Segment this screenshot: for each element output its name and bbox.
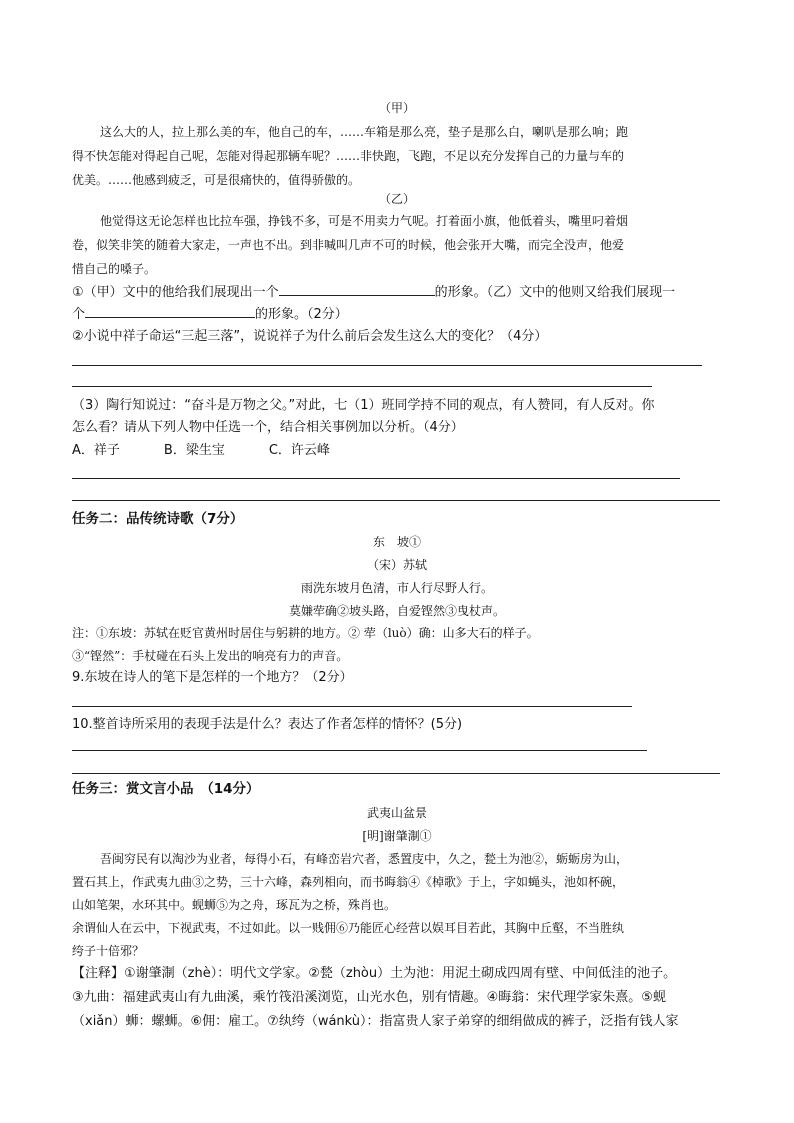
passage-jia-line-1: 这么大的人，拉上那么美的车，他自己的车，……车箱是那么亮，垫子是那么白，喇叭是那么响；跑 [100, 125, 629, 139]
question-3-line-1: （3）陶行知说过：“奋斗是万物之父。”对此，七（1）班同学持不同的观点，有人赞同，有人反对。你 [72, 398, 655, 413]
task-2-title: 任务二：品传统诗歌（7分） [72, 511, 244, 527]
passage-yi-heading: （乙） [378, 192, 415, 206]
passage-jia-heading: （甲） [378, 101, 415, 115]
poem-author: （宋）苏轼 [366, 558, 427, 572]
question-3-options [72, 443, 330, 459]
essay-line-3: 山如笔架，水环其中。蚬蛳⑤为之舟，琢瓦为之桥，殊肖也。 [72, 898, 397, 912]
poem-note-1: 注：①东坡：苏轼在贬官黄州时居住与躬耕的地方。② 荦（luò）确：山多大石的样子。 [72, 626, 539, 640]
task-3-title: 任务三：赏文言小品 （14分） [72, 781, 260, 797]
essay-line-4: 余谓仙人在云中，下视武夷，不过如此。以一贱佣⑥乃能匠心经营以娱耳目若此，其胸中丘壑，不当胜纨 [72, 921, 625, 935]
poem-line-2: 莫嫌荦确②坡头路，自爱铿然③曳杖声。 [288, 604, 505, 618]
poem-title: 东 坡① [372, 535, 421, 549]
answer-line[interactable] [72, 750, 647, 751]
answer-line[interactable] [72, 365, 702, 366]
answer-line[interactable] [72, 706, 632, 707]
answer-line[interactable] [72, 478, 680, 479]
question-2-text: ②小说中祥子命运“三起三落”，说说祥子为什么前后会发生这么大的变化？（4分） [72, 329, 548, 344]
question-1-text-d: 的形象。（2分） [255, 307, 348, 322]
question-1-line-1 [72, 283, 675, 301]
option-c: C．许云峰 [268, 443, 330, 458]
essay-note-3: （xiǎn）蛳：螺蛳。⑥佣：雇工。⑦纨绔（wánkù）：指富贵人家子弟穿的细绢做成的裤子，泛指有钱人家 [72, 1014, 679, 1029]
answer-blank-2[interactable] [85, 305, 255, 318]
passage-jia-line-3: 优美。……他感到疲乏，可是很痛快的，值得骄傲的。 [72, 173, 361, 187]
answer-blank-1[interactable] [279, 283, 435, 296]
question-1-text-c: 个 [72, 307, 86, 322]
option-a: A．祥子 [72, 443, 120, 458]
poem-note-2: ③“铿然”：手杖碰在石头上发出的响亮有力的声音。 [72, 649, 349, 663]
question-1-line-2 [72, 305, 348, 323]
answer-line[interactable] [72, 500, 720, 501]
passage-yi-line-1: 他觉得这无论怎样也比拉车强，挣钱不多，可是不用卖力气呢。打着面小旗，他低着头，嘴里叼着烟 [100, 214, 629, 228]
passage-jia-line-2: 得不快怎能对得起自己呢，怎能对得起那辆车呢？……非快跑，飞跑，不足以充分发挥自己的力量与车的 [72, 149, 625, 163]
essay-note-2: ③九曲：福建武夷山有九曲溪，乘竹筏沿溪浏览，山光水色，别有情趣。④晦翁：宋代理学家朱熹。⑤蚬 [72, 990, 666, 1005]
option-b: B．梁生宝 [163, 443, 225, 458]
essay-line-2: 置石其上，作武夷九曲③之势，三十六峰，森列相向，而书晦翁④《棹歌》于上，字如蝇头，池如杯碗， [72, 875, 625, 889]
poem-line-1: 雨洗东坡月色清，市人行尽野人行。 [300, 581, 493, 595]
answer-line[interactable] [72, 773, 720, 774]
essay-author: [明]谢肇淛① [362, 829, 432, 843]
question-10-text: 10.整首诗所采用的表现手法是什么？表达了作者怎样的情怀？(5分) [72, 717, 463, 732]
essay-line-5: 绔子十倍邪？ [72, 944, 145, 958]
question-9-text: 9.东坡在诗人的笔下是怎样的一个地方？（2分） [72, 670, 353, 685]
answer-line[interactable] [72, 386, 652, 387]
essay-note-1: 【注释】①谢肇淛（zhè）：明代文学家。②甃（zhòu）土为池：用泥土砌成四周有壁、中间低洼的池子。 [72, 966, 677, 981]
essay-title: 武夷山盆景 [366, 806, 427, 820]
question-3-line-2: 怎么看？请从下列人物中任选一个，结合相关事例加以分析。（4分） [72, 420, 464, 435]
question-1-text-b: 的形象。（乙）文中的他则又给我们展现一 [434, 285, 676, 300]
essay-line-1: 吾闽穷民有以淘沙为业者，每得小石，有峰峦岩穴者，悉置庋中，久之，甃土为池②，蛎蛎房为山， [100, 852, 629, 866]
question-1-text-a: ①（甲）文中的他给我们展现出一个 [72, 285, 279, 300]
passage-yi-line-3: 惜自己的嗓子。 [72, 262, 157, 276]
passage-yi-line-2: 卷，似笑非笑的随着大家走，一声也不出。到非喊叫几声不可的时候，他会张开大嘴，而完全没声，他爱 [72, 238, 625, 252]
